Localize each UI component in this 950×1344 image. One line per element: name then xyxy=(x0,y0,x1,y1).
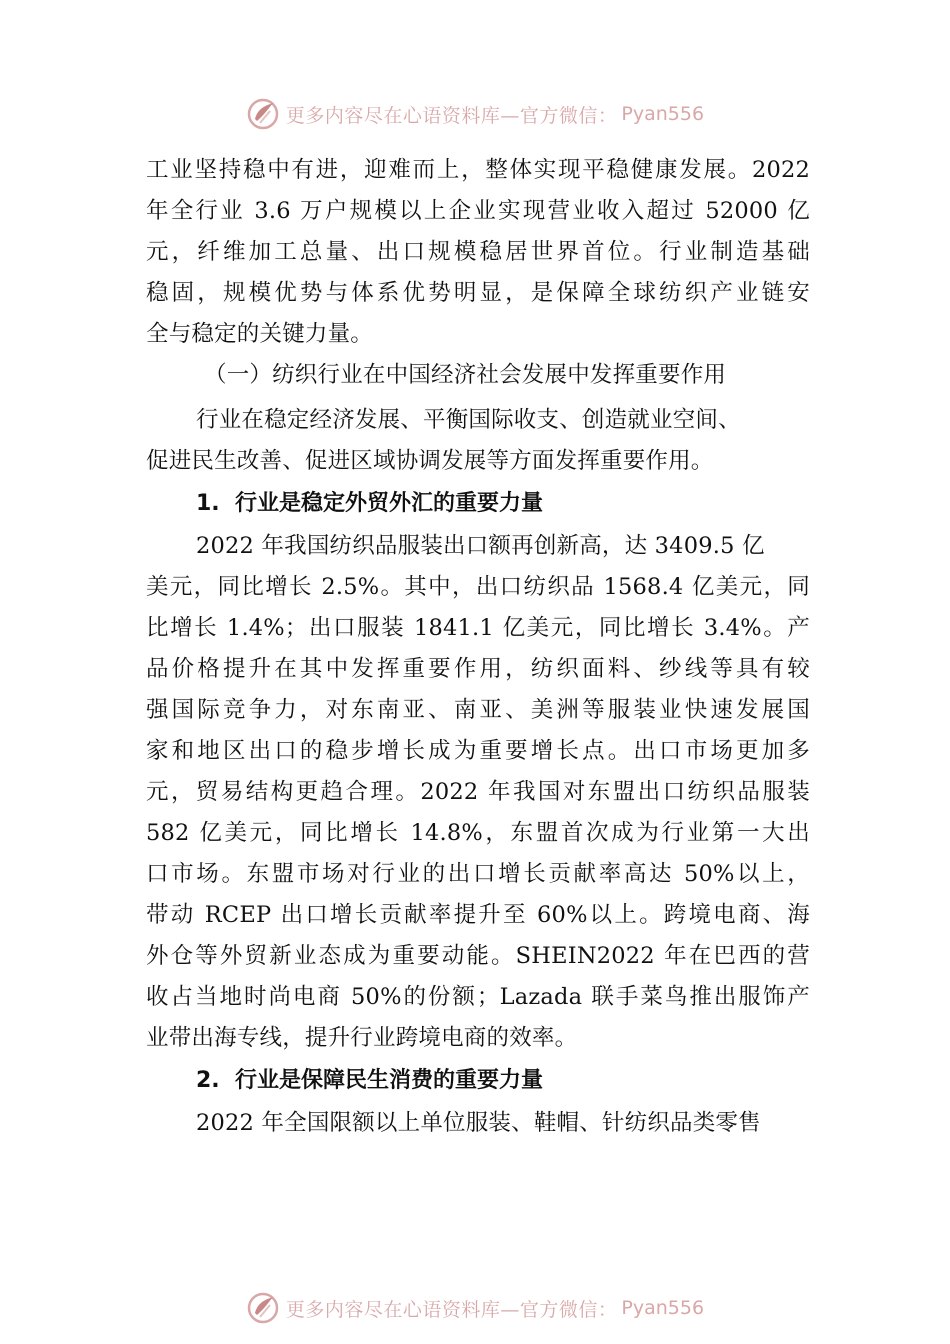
heading-1: 1. 行业是稳定外贸外汇的重要力量 xyxy=(196,491,543,516)
text-line: 美元，同比增长 2.5%。其中，出口纺织品 1568.4 亿美元，同 xyxy=(146,574,810,600)
watermark-id: Pyan556 xyxy=(621,1297,705,1319)
text-line: 强国际竞争力，对东南亚、南亚、美洲等服装业快速发展国 xyxy=(146,697,810,723)
text-line: 工业坚持稳中有进，迎难而上，整体实现平稳健康发展。2022 xyxy=(146,157,810,183)
text-line: 促进民生改善、促进区域协调发展等方面发挥重要作用。 xyxy=(146,448,714,474)
watermark-text: 更多内容尽在心语资料库—官方微信： xyxy=(285,1298,618,1321)
text-line: 收占当地时尚电商 50%的份额；Lazada 联手菜鸟推出服饰产 xyxy=(146,984,810,1010)
watermark-footer xyxy=(0,1288,950,1328)
paragraph-2 xyxy=(146,400,810,482)
watermark-header xyxy=(0,94,950,134)
watermark-logo-icon xyxy=(246,1291,280,1325)
paragraph-1 xyxy=(146,150,810,355)
paragraph-4 xyxy=(146,1103,810,1144)
document-body xyxy=(146,150,810,1144)
text-line: 外仓等外贸新业态成为重要动能。SHEIN2022 年在巴西的营 xyxy=(146,943,810,969)
watermark-id: Pyan556 xyxy=(621,103,705,125)
text-line: 年全行业 3.6 万户规模以上企业实现营业收入超过 52000 亿 xyxy=(146,198,810,224)
text-line: 口市场。东盟市场对行业的出口增长贡献率高达 50%以上， xyxy=(146,861,810,887)
heading-2: 2. 行业是保障民生消费的重要力量 xyxy=(196,1068,543,1093)
section-subheading: （一）纺织行业在中国经济社会发展中发挥重要作用 xyxy=(204,362,727,388)
paragraph-3 xyxy=(146,526,810,1059)
text-line: 品价格提升在其中发挥重要作用，纺织面料、纱线等具有较 xyxy=(146,656,810,682)
text-line: 元，贸易结构更趋合理。2022 年我国对东盟出口纺织品服装 xyxy=(146,779,810,805)
text-line: 行业在稳定经济发展、平衡国际收支、创造就业空间、 xyxy=(196,407,741,433)
text-line: 带动 RCEP 出口增长贡献率提升至 60%以上。跨境电商、海 xyxy=(146,902,810,928)
text-line: 2022 年全国限额以上单位服装、鞋帽、针纺织品类零售 xyxy=(196,1110,761,1136)
text-line: 业带出海专线，提升行业跨境电商的效率。 xyxy=(146,1025,578,1051)
watermark-logo-icon xyxy=(246,97,280,131)
text-line: 家和地区出口的稳步增长成为重要增长点。出口市场更加多 xyxy=(146,738,810,764)
watermark-text: 更多内容尽在心语资料库—官方微信： xyxy=(285,104,618,127)
text-line: 全与稳定的关键力量。 xyxy=(146,321,374,347)
text-line: 比增长 1.4%；出口服装 1841.1 亿美元，同比增长 3.4%。产 xyxy=(146,615,810,641)
text-line: 稳固，规模优势与体系优势明显，是保障全球纺织产业链安 xyxy=(146,280,810,306)
text-line: 元，纤维加工总量、出口规模稳居世界首位。行业制造基础 xyxy=(146,239,810,265)
text-line: 2022 年我国纺织品服装出口额再创新高，达 3409.5 亿 xyxy=(196,533,765,559)
text-line: 582 亿美元，同比增长 14.8%，东盟首次成为行业第一大出 xyxy=(146,820,810,846)
